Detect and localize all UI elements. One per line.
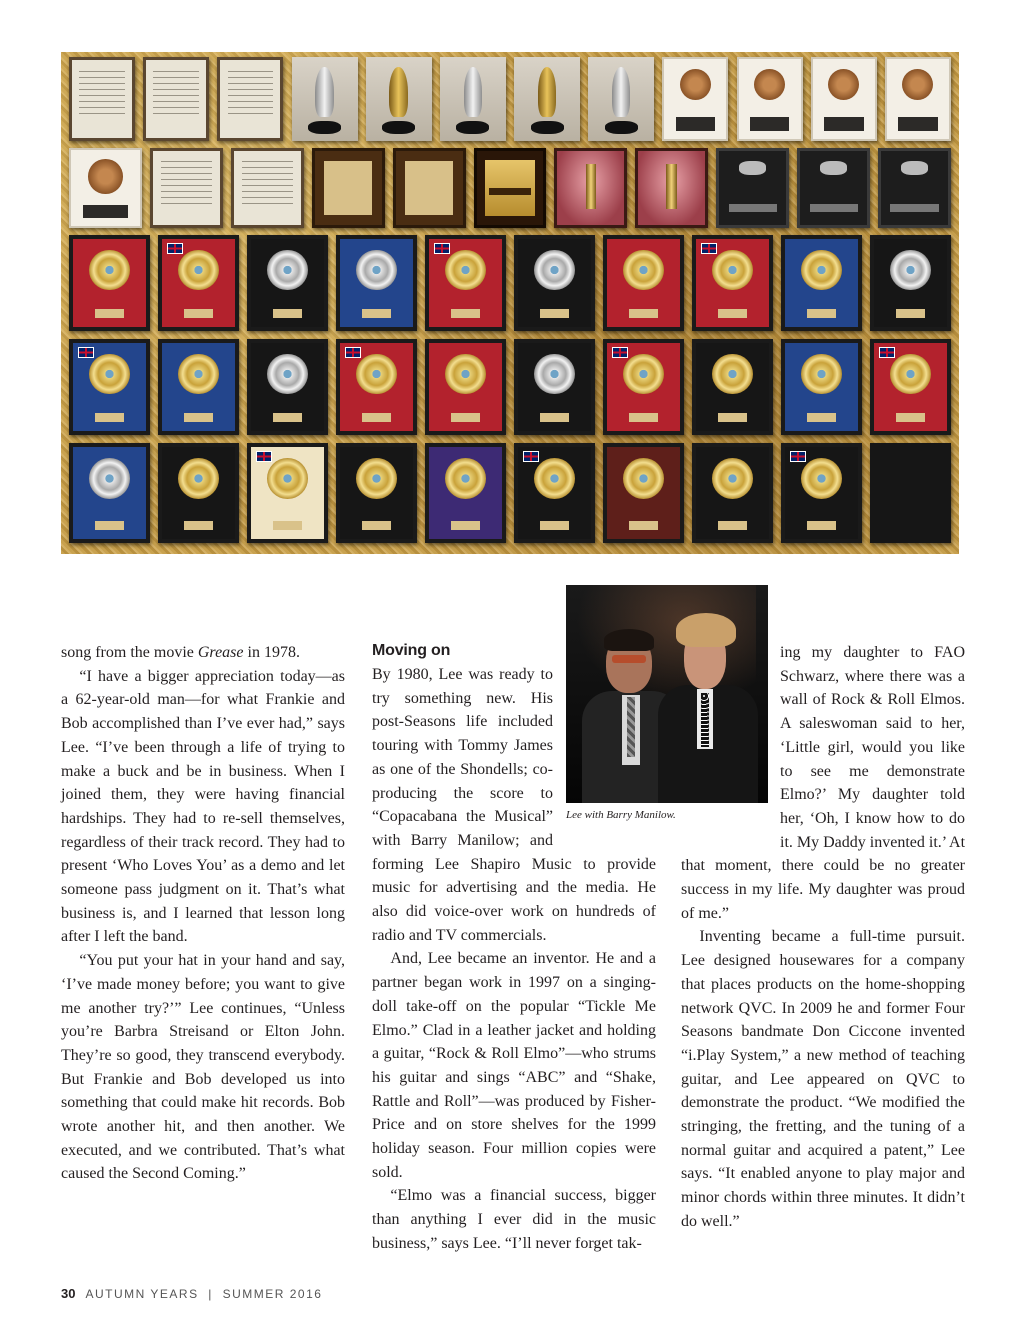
award-record-red-2-1 — [158, 235, 239, 331]
uk-flag-icon — [701, 243, 717, 254]
uk-flag-icon — [523, 451, 539, 462]
article-column-1 — [61, 641, 345, 1186]
award-record-red-3-3 — [336, 339, 417, 435]
footer-separator: | — [208, 1287, 213, 1301]
award-cert-1-3 — [312, 148, 385, 228]
award-record-red-2-7 — [692, 235, 773, 331]
col3-paragraph-1: Inventing became a full-time pursuit. Lee designed housewares for a company that places products on the home-shopping network QVC. In 2009 he and former Four Seasons bandmate Don Ciccone invented “i.Play System,” a new method of teaching guitar, and Lee appeared on QVC to demonstrate the product. “We modified the stringing, the fretting, and the tuning of a normal guitar and acquired a patent,” Lee says. “It enabled anyone to play major and minor chords within three minutes. It didn’t do well.” — [681, 928, 965, 1230]
uk-flag-icon — [345, 347, 361, 358]
award-statue-0-4 — [366, 57, 432, 141]
col2-paragraph-2: “Elmo was a financial success, bigger than anything I ever did in the music business,” says Lee. “I’ll never forget tak- — [372, 1187, 656, 1252]
award-statue-0-7 — [588, 57, 654, 141]
award-plaque-0-0 — [69, 57, 135, 141]
page-footer — [61, 1286, 322, 1302]
uk-flag-icon — [256, 451, 272, 462]
award-record-blue-3-0 — [69, 339, 150, 435]
col3-paragraph-0 — [681, 641, 965, 925]
uk-flag-icon — [167, 243, 183, 254]
award-record-blue-silver-4-0 — [69, 443, 150, 543]
award-record-black-4-8 — [781, 443, 862, 543]
award-bigcert-1-5 — [474, 148, 547, 228]
article-column-3 — [681, 641, 965, 1234]
awards-photo-wall — [61, 52, 959, 554]
award-record-black-silver-2-9 — [870, 235, 951, 331]
award-medal-1-0 — [69, 148, 142, 228]
col2-paragraph-1: And, Lee became an inventor. He and a partner began work in 1997 on a singing-doll take-off on the popular “Tickle Me Elmo.” Clad in a leather jacket and holding a guitar, “Rock & Roll Elmo”—who strums his guitar and sings “ABC” and “Shake, Rattle and Roll”—was produced by Fisher-Price and on store shelves for the 1999 holiday season. Four million copies were sold. — [372, 950, 656, 1181]
award-record-blue-3-1 — [158, 339, 239, 435]
award-medal-0-9 — [737, 57, 803, 141]
col2-paragraph-0-text: By 1980, Lee was ready to try something new. His post-Seasons life included touring with Tommy James as one of the Shondells; co-producing the score to “Copacabana the Musical” with Barry Manilow; and forming Lee Shapiro Music to provide music for advertising and the media. He also did voice-over work on hundreds of radio and TV commercials. — [372, 666, 656, 944]
award-pink-1-6 — [554, 148, 627, 228]
award-dark-award-1-10 — [878, 148, 951, 228]
award-medal-0-8 — [662, 57, 728, 141]
page-number: 30 — [61, 1286, 76, 1301]
award-statue-0-6 — [514, 57, 580, 141]
award-record-red-2-4 — [425, 235, 506, 331]
uk-flag-icon — [879, 347, 895, 358]
award-record-black-silver-3-2 — [247, 339, 328, 435]
award-record-black-silver-2-2 — [247, 235, 328, 331]
issue-date: SUMMER 2016 — [222, 1287, 323, 1301]
award-medal-0-10 — [811, 57, 877, 141]
award-record-blue-2-8 — [781, 235, 862, 331]
award-record-black-4-7 — [692, 443, 773, 543]
section-heading: Moving on — [372, 642, 451, 659]
film-title: Grease — [197, 644, 244, 661]
uk-flag-icon — [434, 243, 450, 254]
publication-name: AUTUMN YEARS — [85, 1287, 199, 1301]
col3-paragraph-0-text: ing my daughter to FAO Schwarz, where there was a wall of Rock & Roll Elmos. A saleswoman said to her, ‘Little girl, would you like to see me demonstrate Elmo?’ My daughter told her, ‘Oh, I know how to do it. My Daddy invented it.’ At that moment, there could be no greater success in my life. My daughter was proud of me.” — [681, 644, 966, 922]
award-plaque-0-1 — [143, 57, 209, 141]
award-statue-0-5 — [440, 57, 506, 141]
award-medal-0-11 — [885, 57, 951, 141]
award-record-red-3-9 — [870, 339, 951, 435]
award-record-red-2-6 — [603, 235, 684, 331]
award-dark-award-1-9 — [797, 148, 870, 228]
col1-paragraph-2: “You put your hat in your hand and say, ‘I’ve made money before; you want to give me another try?’” Lee continues, “Unless you’re Barbra Streisand or Elton John. They’re so good, they transcend everybody. But Frankie and Bob developed us into something that could make hit records. Bob wrote another hit, and then another. We executed, and we contributed. That’s what caused the Second Coming.” — [61, 952, 345, 1183]
award-record-black-4-1 — [158, 443, 239, 543]
award-record-blue-silver-2-3 — [336, 235, 417, 331]
award-statue-0-3 — [292, 57, 358, 141]
col2-paragraph-0 — [372, 663, 656, 947]
award-plaque-0-2 — [217, 57, 283, 141]
award-dark-award-1-8 — [716, 148, 789, 228]
award-record-red-3-4 — [425, 339, 506, 435]
uk-flag-icon — [790, 451, 806, 462]
award-record-black-4-3 — [336, 443, 417, 543]
award-record-red-2-0 — [69, 235, 150, 331]
award-pink-1-7 — [635, 148, 708, 228]
award-record-black-3-7 — [692, 339, 773, 435]
award-cert-1-4 — [393, 148, 466, 228]
award-record-black-4-5 — [514, 443, 595, 543]
award-plaque-1-2 — [231, 148, 304, 228]
award-plaque-1-1 — [150, 148, 223, 228]
col1-paragraph-1: “I have a bigger appreciation today—as a 62-year-old man—for what Frankie and Bob accomplished than I’ve ever had,” says Lee. “I’ve been through a life of trying to make a buck and be in business. When I joined them, they were having financial hardships. They had to re-sell themselves, regardless of their track record. They had to present ‘Who Loves You’ as a demo and let someone pass judgment on it. That’s what business is, and I learned that lesson long after I left the band. — [61, 667, 345, 946]
award-record-maroon-4-6 — [603, 443, 684, 543]
award-record-purple-4-4 — [425, 443, 506, 543]
award-record-cream-4-2 — [247, 443, 328, 543]
uk-flag-icon — [612, 347, 628, 358]
award-photo-frame-4-9 — [870, 443, 951, 543]
article-column-2 — [372, 641, 656, 1256]
photo-caption: Lee with Barry Manilow. — [566, 809, 676, 821]
award-record-black-silver-2-5 — [514, 235, 595, 331]
award-record-black-silver-3-5 — [514, 339, 595, 435]
award-record-red-3-6 — [603, 339, 684, 435]
uk-flag-icon — [78, 347, 94, 358]
award-record-blue-3-8 — [781, 339, 862, 435]
col1-paragraph-0: song from the movie Grease in 1978. — [61, 644, 300, 661]
